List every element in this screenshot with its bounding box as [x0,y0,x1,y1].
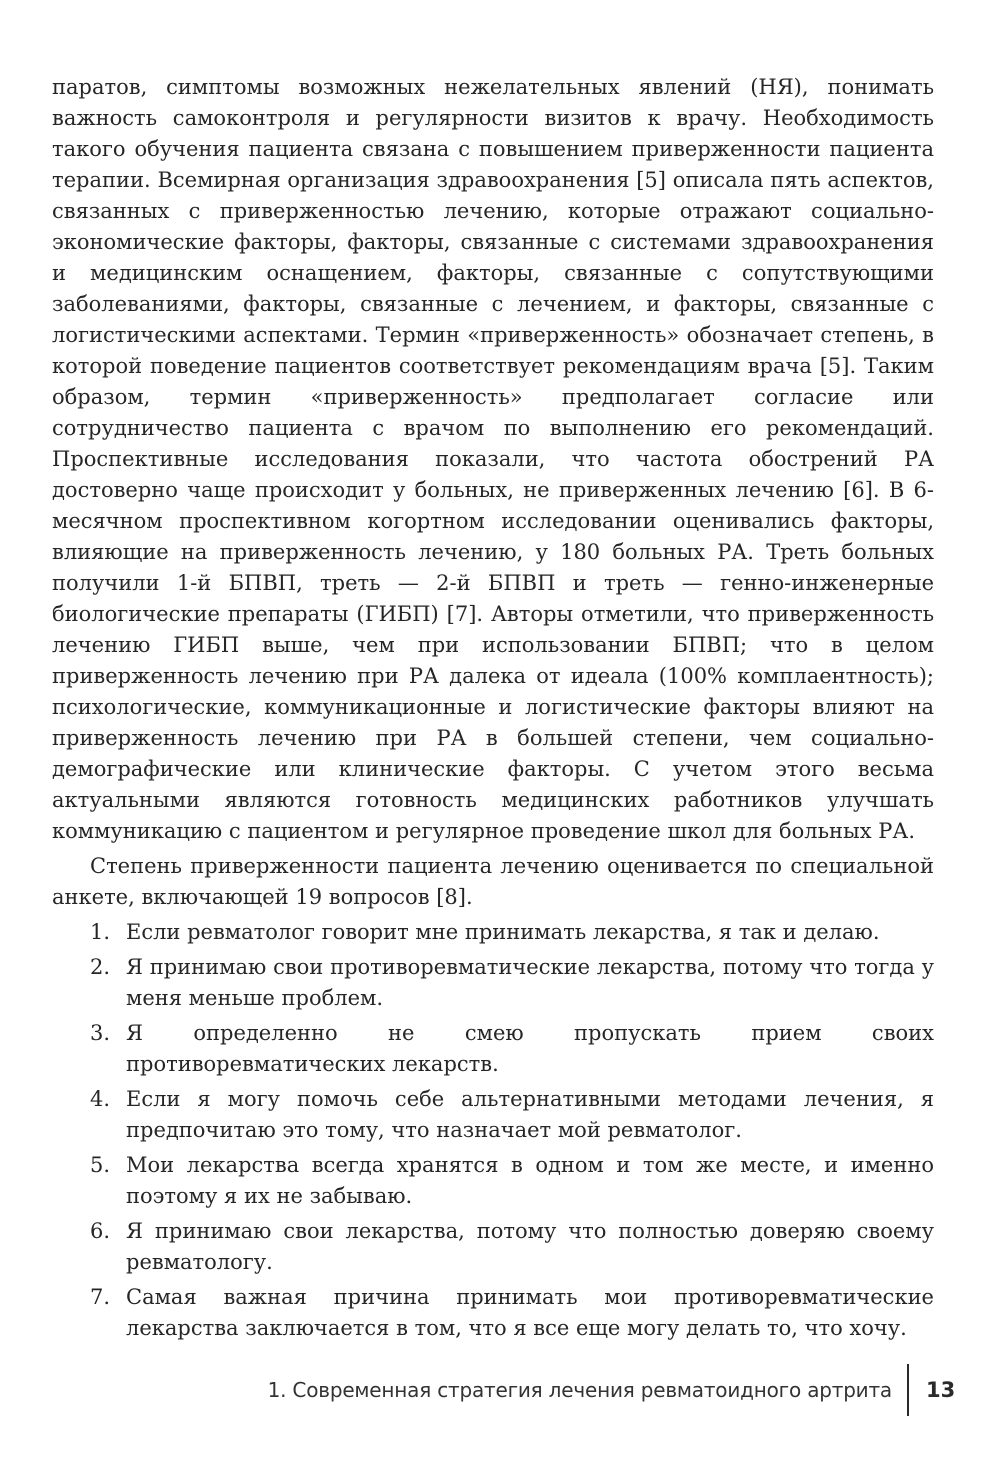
body-paragraph-2: Степень приверженности пациента лечению оценивается по специальной анкете, включающей 19 вопросов [8]. [52,854,934,909]
list-item-text: Мои лекарства всегда хранятся в одном и том же месте, и именно поэтому я их не забываю. [126,1153,934,1208]
list-item [52,952,934,1014]
body-paragraph-1: паратов, симптомы возможных нежелательных явлений (НЯ), понимать важность самоконтроля и регулярности визитов к врачу. Необходимость такого обучения пациента связана с повышением приверженности пациента терапии. Всемирная организация здравоохранения [5] описала пять аспектов, связанных с приверженностью лечению, которые отражают социально-экономические факторы, факторы, связанные с системами здравоохранения и медицинским оснащением, факторы, связанные с сопутствующими заболеваниями, факторы, связанные с лечением, и факторы, связанные с логистическими аспектами. Термин «приверженность» обозначает степень, в которой поведение пациентов соответствует рекомендациям врача [5]. Таким образом, термин «приверженность» предполагает согласие или сотрудничество пациента с врачом по выполнению его рекомендаций. Проспективные исследования показали, что частота обострений РА достоверно чаще происходит у больных, не приверженных лечению [6]. В 6-месячном проспективном когортном исследовании оценивались факторы, влияющие на приверженность лечению, у 180 больных РА. Треть больных получили 1-й БПВП, треть — 2-й БПВП и треть — генно-инженерные биологические препараты (ГИБП) [7]. Авторы отметили, что приверженность лечению ГИБП выше, чем при использовании БПВП; что в целом приверженность лечению при РА далека от идеала (100% комплаентность); психологические, коммуникационные и логистические факторы влияют на приверженность лечению при РА в большей степени, чем социально-демографические или клинические факторы. С учетом этого весьма актуальными являются готовность медицинских работников улучшать коммуникацию с пациентом и регулярное проведение школ для больных РА. [52,75,934,843]
list-item-text: Я определенно не смею пропускать прием своих противоревматических лекарств. [126,1021,934,1076]
list-item-text: Я принимаю свои лекарства, потому что полностью доверяю своему ревматологу. [126,1219,934,1274]
list-item-number: 4. [90,1087,111,1111]
questionnaire-list [52,917,934,1344]
list-item-number: 5. [90,1153,111,1177]
list-item-text: Я принимаю свои противоревматические лекарства, потому что тогда у меня меньше проблем. [126,955,934,1010]
page-body [52,72,934,1348]
list-item [52,1282,934,1344]
list-item-number: 2. [90,955,111,979]
list-item [52,1150,934,1212]
chapter-title: 1. Современная стратегия лечения ревматоидного артрита [267,1378,892,1402]
list-item-number: 6. [90,1219,111,1243]
list-item-number: 7. [90,1285,111,1309]
list-item-text: Если я могу помочь себе альтернативными методами лечения, я предпочитаю это тому, что назначает мой ревматолог. [126,1087,934,1142]
list-item-text: Если ревматолог говорит мне принимать лекарства, я так и делаю. [126,920,880,944]
list-item [52,1216,934,1278]
page-footer [0,1370,1000,1422]
list-item [52,917,934,948]
list-item [52,1084,934,1146]
list-item [52,1018,934,1080]
footer-divider [907,1364,909,1416]
page-number: 13 [926,1378,956,1402]
list-item-text: Самая важная причина принимать мои противоревматические лекарства заключается в том, что я все еще могу делать то, что хочу. [126,1285,934,1340]
list-item-number: 3. [90,1021,111,1045]
list-item-number: 1. [90,920,111,944]
